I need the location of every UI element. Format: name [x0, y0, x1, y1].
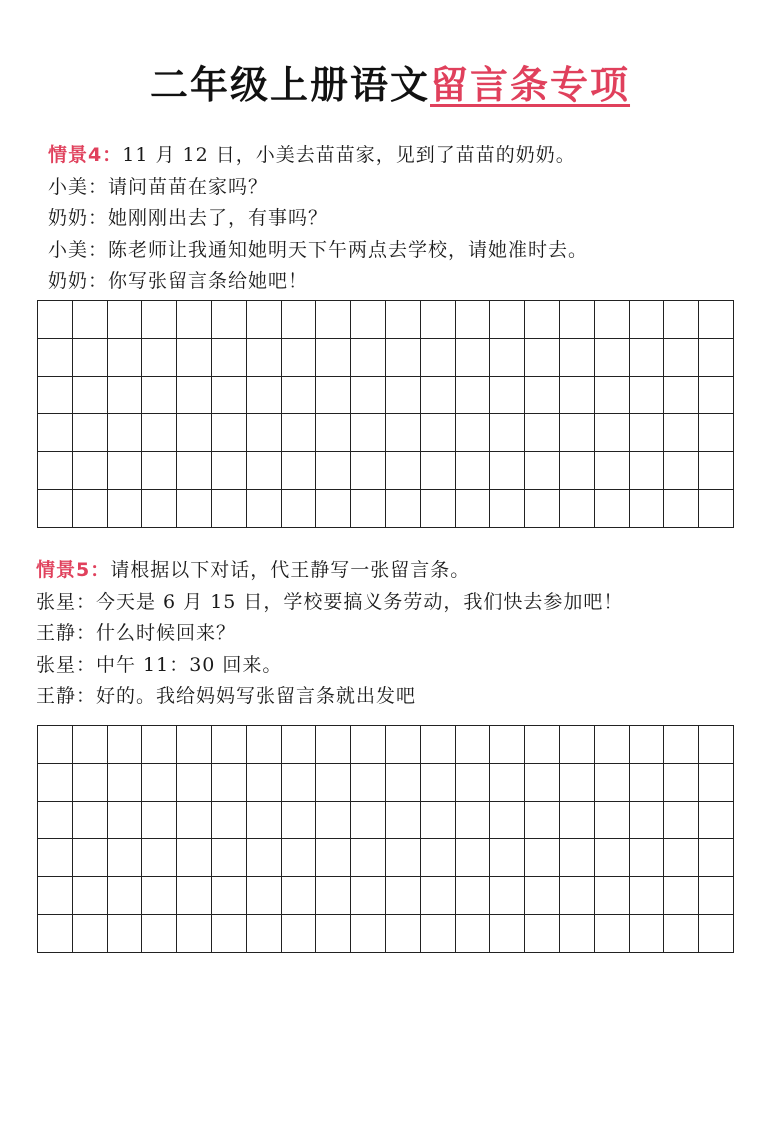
grid-cell[interactable] [630, 452, 665, 490]
scene-4-intro-line [48, 140, 588, 172]
grid-cell[interactable] [351, 490, 386, 528]
grid-cell[interactable] [177, 452, 212, 490]
grid-cell[interactable] [560, 377, 595, 415]
grid-cell[interactable] [595, 377, 630, 415]
grid-cell[interactable] [560, 764, 595, 802]
grid-cell[interactable] [282, 915, 317, 953]
grid-cell[interactable] [316, 377, 351, 415]
grid-cell[interactable] [560, 877, 595, 915]
grid-cell[interactable] [108, 452, 143, 490]
grid-cell[interactable] [595, 414, 630, 452]
grid-cell[interactable] [490, 339, 525, 377]
grid-cell[interactable] [699, 877, 734, 915]
grid-cell[interactable] [699, 490, 734, 528]
grid-cell[interactable] [699, 414, 734, 452]
grid-cell[interactable] [282, 764, 317, 802]
grid-cell[interactable] [699, 301, 734, 339]
grid-cell[interactable] [282, 452, 317, 490]
grid-cell[interactable] [490, 490, 525, 528]
grid-cell[interactable] [177, 764, 212, 802]
grid-cell[interactable] [386, 490, 421, 528]
grid-cell[interactable] [316, 301, 351, 339]
grid-cell[interactable] [73, 877, 108, 915]
grid-cell[interactable] [595, 839, 630, 877]
grid-cell[interactable] [525, 839, 560, 877]
grid-cell[interactable] [38, 915, 73, 953]
grid-cell[interactable] [525, 339, 560, 377]
grid-cell[interactable] [490, 915, 525, 953]
grid-cell[interactable] [247, 764, 282, 802]
grid-cell[interactable] [595, 452, 630, 490]
grid-cell[interactable] [595, 490, 630, 528]
grid-cell[interactable] [247, 301, 282, 339]
grid-cell[interactable] [108, 301, 143, 339]
grid-cell[interactable] [699, 764, 734, 802]
grid-cell[interactable] [282, 301, 317, 339]
grid-cell[interactable] [560, 839, 595, 877]
grid-cell[interactable] [630, 877, 665, 915]
grid-cell[interactable] [177, 915, 212, 953]
grid-cell[interactable] [525, 490, 560, 528]
grid-cell[interactable] [177, 839, 212, 877]
writing-grid-scene-5[interactable] [37, 725, 734, 953]
grid-cell[interactable] [73, 764, 108, 802]
grid-cell[interactable] [595, 764, 630, 802]
grid-cell[interactable] [456, 839, 491, 877]
grid-cell[interactable] [421, 726, 456, 764]
grid-cell[interactable] [351, 802, 386, 840]
grid-cell[interactable] [177, 802, 212, 840]
grid-cell[interactable] [282, 726, 317, 764]
grid-cell[interactable] [560, 726, 595, 764]
grid-cell[interactable] [525, 414, 560, 452]
grid-cell[interactable] [664, 377, 699, 415]
grid-cell[interactable] [525, 764, 560, 802]
grid-cell[interactable] [212, 802, 247, 840]
grid-cell[interactable] [212, 339, 247, 377]
grid-cell[interactable] [108, 490, 143, 528]
grid-cell[interactable] [664, 877, 699, 915]
scene-4-intro: 11 月 12 日，小美去苗苗家，见到了苗苗的奶奶。 [122, 144, 576, 166]
grid-cell[interactable] [456, 452, 491, 490]
grid-cell[interactable] [73, 839, 108, 877]
grid-cell[interactable] [351, 414, 386, 452]
grid-cell[interactable] [351, 877, 386, 915]
grid-cell[interactable] [421, 452, 456, 490]
grid-cell[interactable] [108, 726, 143, 764]
grid-cell[interactable] [73, 414, 108, 452]
grid-cell[interactable] [247, 915, 282, 953]
grid-cell[interactable] [525, 301, 560, 339]
grid-cell[interactable] [630, 414, 665, 452]
grid-cell[interactable] [699, 915, 734, 953]
grid-cell[interactable] [595, 877, 630, 915]
grid-cell[interactable] [212, 301, 247, 339]
grid-cell[interactable] [386, 764, 421, 802]
grid-cell[interactable] [177, 877, 212, 915]
grid-cell[interactable] [108, 915, 143, 953]
grid-cell[interactable] [664, 839, 699, 877]
grid-cell[interactable] [142, 301, 177, 339]
grid-cell[interactable] [177, 377, 212, 415]
grid-cell[interactable] [73, 726, 108, 764]
title-main: 二年级上册语文 [149, 63, 430, 107]
grid-cell[interactable] [490, 877, 525, 915]
grid-cell[interactable] [699, 726, 734, 764]
grid-cell[interactable] [351, 301, 386, 339]
grid-cell[interactable] [247, 339, 282, 377]
scene-5-intro-line [36, 555, 623, 587]
grid-cell[interactable] [212, 414, 247, 452]
page-title [0, 60, 780, 110]
grid-cell[interactable] [351, 726, 386, 764]
grid-cell[interactable] [212, 839, 247, 877]
grid-cell[interactable] [421, 339, 456, 377]
grid-cell[interactable] [421, 490, 456, 528]
grid-cell[interactable] [108, 839, 143, 877]
grid-cell[interactable] [38, 802, 73, 840]
grid-cell[interactable] [490, 802, 525, 840]
grid-cell[interactable] [351, 915, 386, 953]
grid-cell[interactable] [282, 802, 317, 840]
grid-cell[interactable] [316, 764, 351, 802]
grid-cell[interactable] [212, 726, 247, 764]
grid-cell[interactable] [177, 301, 212, 339]
grid-cell[interactable] [630, 339, 665, 377]
grid-cell[interactable] [142, 726, 177, 764]
grid-cell[interactable] [664, 915, 699, 953]
grid-cell[interactable] [351, 764, 386, 802]
grid-cell[interactable] [316, 839, 351, 877]
grid-cell[interactable] [490, 377, 525, 415]
grid-cell[interactable] [108, 339, 143, 377]
scene-4-label: 情景4： [48, 144, 123, 166]
grid-cell[interactable] [456, 802, 491, 840]
grid-cell[interactable] [177, 339, 212, 377]
grid-cell[interactable] [664, 802, 699, 840]
grid-cell[interactable] [595, 339, 630, 377]
grid-cell[interactable] [421, 764, 456, 802]
grid-cell[interactable] [142, 490, 177, 528]
grid-cell[interactable] [456, 877, 491, 915]
grid-cell[interactable] [595, 301, 630, 339]
grid-cell[interactable] [664, 764, 699, 802]
grid-cell[interactable] [560, 414, 595, 452]
grid-cell[interactable] [421, 301, 456, 339]
grid-cell[interactable] [73, 301, 108, 339]
grid-cell[interactable] [595, 915, 630, 953]
grid-cell[interactable] [142, 339, 177, 377]
grid-cell[interactable] [525, 915, 560, 953]
grid-cell[interactable] [212, 452, 247, 490]
grid-cell[interactable] [421, 414, 456, 452]
grid-cell[interactable] [664, 414, 699, 452]
grid-cell[interactable] [386, 802, 421, 840]
grid-cell[interactable] [282, 339, 317, 377]
grid-cell[interactable] [664, 301, 699, 339]
scene-5-dialogue-line: 张星：中午 11：30 回来。 [36, 653, 283, 676]
grid-cell[interactable] [386, 301, 421, 339]
grid-cell[interactable] [108, 414, 143, 452]
grid-cell[interactable] [316, 726, 351, 764]
grid-cell[interactable] [630, 915, 665, 953]
grid-cell[interactable] [316, 414, 351, 452]
grid-cell[interactable] [142, 452, 177, 490]
grid-cell[interactable] [699, 377, 734, 415]
scene-4-dialogue-line: 奶奶：你写张留言条给她吧！ [48, 270, 309, 292]
grid-cell[interactable] [630, 764, 665, 802]
grid-cell[interactable] [38, 377, 73, 415]
grid-cell[interactable] [525, 377, 560, 415]
grid-cell[interactable] [560, 915, 595, 953]
grid-cell[interactable] [664, 726, 699, 764]
grid-cell[interactable] [351, 452, 386, 490]
scene-4 [48, 140, 588, 298]
grid-cell[interactable] [38, 339, 73, 377]
grid-cell[interactable] [456, 490, 491, 528]
grid-cell[interactable] [664, 490, 699, 528]
grid-cell[interactable] [142, 764, 177, 802]
grid-cell[interactable] [386, 339, 421, 377]
grid-cell[interactable] [456, 339, 491, 377]
grid-cell[interactable] [386, 414, 421, 452]
grid-cell[interactable] [282, 490, 317, 528]
grid-cell[interactable] [560, 802, 595, 840]
grid-cell[interactable] [177, 726, 212, 764]
grid-cell[interactable] [456, 301, 491, 339]
grid-cell[interactable] [247, 377, 282, 415]
grid-cell[interactable] [386, 839, 421, 877]
grid-cell[interactable] [316, 452, 351, 490]
scene-4-dialogue-line: 奶奶：她刚刚出去了，有事吗？ [48, 207, 329, 229]
grid-cell[interactable] [456, 726, 491, 764]
grid-cell[interactable] [630, 301, 665, 339]
grid-cell[interactable] [351, 839, 386, 877]
grid-cell[interactable] [38, 490, 73, 528]
grid-cell[interactable] [142, 839, 177, 877]
grid-cell[interactable] [73, 377, 108, 415]
grid-cell[interactable] [630, 377, 665, 415]
grid-cell[interactable] [699, 452, 734, 490]
grid-cell[interactable] [142, 915, 177, 953]
grid-cell[interactable] [212, 877, 247, 915]
grid-cell[interactable] [525, 726, 560, 764]
scene-5-dialogue-line: 张星：今天是 6 月 15 日，学校要搞义务劳动，我们快去参加吧！ [36, 590, 624, 613]
grid-cell[interactable] [456, 377, 491, 415]
grid-cell[interactable] [630, 490, 665, 528]
grid-cell[interactable] [490, 726, 525, 764]
grid-cell[interactable] [699, 339, 734, 377]
grid-cell[interactable] [212, 764, 247, 802]
grid-cell[interactable] [108, 377, 143, 415]
grid-cell[interactable] [456, 915, 491, 953]
grid-cell[interactable] [38, 452, 73, 490]
grid-cell[interactable] [38, 301, 73, 339]
grid-cell[interactable] [38, 839, 73, 877]
grid-cell[interactable] [595, 726, 630, 764]
grid-cell[interactable] [421, 915, 456, 953]
grid-cell[interactable] [73, 802, 108, 840]
grid-cell[interactable] [630, 802, 665, 840]
grid-cell[interactable] [177, 414, 212, 452]
grid-cell[interactable] [108, 802, 143, 840]
grid-cell[interactable] [316, 490, 351, 528]
grid-cell[interactable] [108, 877, 143, 915]
grid-cell[interactable] [142, 414, 177, 452]
grid-cell[interactable] [316, 915, 351, 953]
grid-cell[interactable] [108, 764, 143, 802]
grid-cell[interactable] [351, 339, 386, 377]
grid-cell[interactable] [247, 726, 282, 764]
grid-cell[interactable] [142, 802, 177, 840]
grid-cell[interactable] [247, 839, 282, 877]
scene-5-intro: 请根据以下对话，代王静写一张留言条。 [110, 559, 471, 581]
grid-cell[interactable] [212, 915, 247, 953]
grid-cell[interactable] [282, 377, 317, 415]
grid-cell[interactable] [525, 802, 560, 840]
grid-cell[interactable] [142, 877, 177, 915]
grid-cell[interactable] [38, 764, 73, 802]
grid-cell[interactable] [247, 452, 282, 490]
grid-cell[interactable] [247, 414, 282, 452]
grid-cell[interactable] [73, 490, 108, 528]
grid-cell[interactable] [177, 490, 212, 528]
scene-5 [36, 555, 623, 713]
grid-cell[interactable] [699, 839, 734, 877]
grid-cell[interactable] [490, 764, 525, 802]
grid-cell[interactable] [316, 877, 351, 915]
grid-cell[interactable] [38, 877, 73, 915]
grid-cell[interactable] [490, 301, 525, 339]
grid-cell[interactable] [212, 377, 247, 415]
grid-cell[interactable] [490, 414, 525, 452]
grid-cell[interactable] [73, 452, 108, 490]
grid-cell[interactable] [560, 301, 595, 339]
grid-cell[interactable] [421, 802, 456, 840]
scene-4-dialogue-line: 小美：请问苗苗在家吗？ [48, 175, 269, 198]
grid-cell[interactable] [316, 339, 351, 377]
grid-cell[interactable] [282, 839, 317, 877]
grid-cell[interactable] [316, 802, 351, 840]
grid-cell[interactable] [73, 339, 108, 377]
grid-cell[interactable] [595, 802, 630, 840]
grid-cell[interactable] [525, 877, 560, 915]
grid-cell[interactable] [386, 915, 421, 953]
grid-cell[interactable] [386, 377, 421, 415]
grid-cell[interactable] [560, 339, 595, 377]
grid-cell[interactable] [142, 377, 177, 415]
grid-cell[interactable] [351, 377, 386, 415]
grid-cell[interactable] [456, 414, 491, 452]
grid-cell[interactable] [212, 490, 247, 528]
grid-cell[interactable] [421, 839, 456, 877]
grid-cell[interactable] [282, 414, 317, 452]
grid-cell[interactable] [38, 414, 73, 452]
grid-cell[interactable] [421, 877, 456, 915]
scene-5-dialogue-line: 王静：好的。我给妈妈写张留言条就出发吧 [36, 685, 417, 707]
grid-cell[interactable] [421, 377, 456, 415]
writing-grid-scene-4[interactable] [37, 300, 734, 528]
title-highlight: 留言条专项 [430, 63, 631, 107]
grid-cell[interactable] [664, 339, 699, 377]
grid-cell[interactable] [525, 452, 560, 490]
grid-cell[interactable] [386, 452, 421, 490]
grid-cell[interactable] [38, 726, 73, 764]
grid-cell[interactable] [630, 726, 665, 764]
grid-cell[interactable] [699, 802, 734, 840]
grid-cell[interactable] [490, 452, 525, 490]
grid-cell[interactable] [490, 839, 525, 877]
scene-4-dialogue-line: 小美：陈老师让我通知她明天下午两点去学校，请她准时去。 [48, 238, 589, 261]
grid-cell[interactable] [630, 839, 665, 877]
grid-cell[interactable] [456, 764, 491, 802]
scene-5-dialogue-line: 王静：什么时候回来？ [36, 622, 237, 644]
grid-cell[interactable] [282, 877, 317, 915]
grid-cell[interactable] [247, 490, 282, 528]
grid-cell[interactable] [247, 802, 282, 840]
grid-cell[interactable] [386, 726, 421, 764]
grid-cell[interactable] [247, 877, 282, 915]
scene-5-label: 情景5： [36, 559, 111, 581]
grid-cell[interactable] [560, 452, 595, 490]
grid-cell[interactable] [560, 490, 595, 528]
grid-cell[interactable] [73, 915, 108, 953]
grid-cell[interactable] [386, 877, 421, 915]
grid-cell[interactable] [664, 452, 699, 490]
